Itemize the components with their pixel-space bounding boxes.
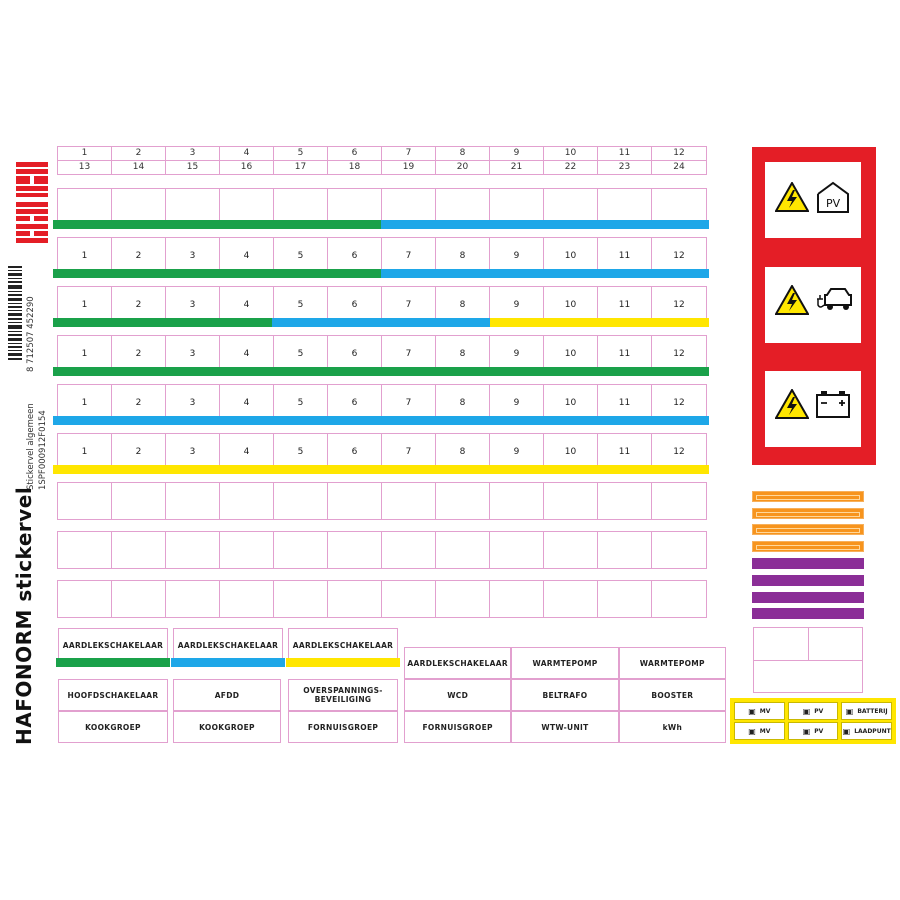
label-afdd: AFDD — [173, 679, 281, 711]
label-cell: 3 — [166, 434, 220, 470]
strip-number: 23 — [598, 161, 652, 174]
mini-sticker — [841, 722, 892, 740]
label-cell: 4 — [220, 434, 274, 470]
mini-sticker-text: PV — [814, 707, 824, 715]
mini-sticker — [734, 702, 785, 720]
label-cell — [166, 483, 220, 519]
battery-icon: ▣ — [845, 706, 854, 716]
label-grid — [404, 647, 726, 743]
label-cell — [490, 581, 544, 617]
color-bar — [53, 465, 709, 474]
color-bar — [53, 318, 709, 327]
purple-stripe — [752, 608, 864, 619]
label-cell: 7 — [382, 287, 436, 323]
strip-number: 7 — [382, 147, 436, 160]
blue-bar-segment — [381, 220, 709, 229]
label-cell: 1 — [58, 385, 112, 421]
word-label: BOOSTER — [619, 679, 726, 711]
label-cell: 6 — [328, 336, 382, 372]
label-cell — [382, 532, 436, 568]
label-cell — [598, 581, 652, 617]
purple-stripe — [752, 558, 864, 569]
abb-logo — [14, 160, 50, 246]
orange-stripe — [752, 524, 864, 535]
label-cell: 8 — [436, 336, 490, 372]
label-cell: 3 — [166, 287, 220, 323]
label-row — [57, 580, 707, 618]
label-cell: 4 — [220, 336, 274, 372]
word-label: WTW-UNIT — [511, 711, 618, 743]
strip-number: 15 — [166, 161, 220, 174]
label-cell — [166, 532, 220, 568]
label-aardlekschakelaar: AARDLEKSCHAKELAAR — [288, 628, 398, 662]
label-cell: 5 — [274, 434, 328, 470]
label-cell — [274, 532, 328, 568]
yellow-bar-segment — [490, 318, 709, 327]
label-cell: 8 — [436, 287, 490, 323]
strip-number: 5 — [274, 147, 328, 160]
number-strip-top — [57, 146, 707, 161]
label-cell: 11 — [598, 385, 652, 421]
label-cell — [544, 532, 598, 568]
label-cell — [544, 483, 598, 519]
label-cell: 10 — [544, 336, 598, 372]
car-charging-icon: ▣ — [842, 726, 851, 736]
mini-sticker-text: MV — [759, 707, 771, 715]
label-cell — [436, 532, 490, 568]
pv-house-icon: ▣ — [802, 706, 811, 716]
label-cell: 1 — [58, 434, 112, 470]
green-bar — [56, 658, 170, 667]
label-cell: 5 — [274, 238, 328, 274]
label-kookgroep: KOOKGROEP — [58, 711, 168, 743]
label-cell: 2 — [112, 238, 166, 274]
label-cell — [382, 483, 436, 519]
label-cell: 4 — [220, 385, 274, 421]
label-cell: 5 — [274, 336, 328, 372]
warning-sticker-charging — [765, 267, 861, 343]
label-cell: 4 — [220, 238, 274, 274]
strip-number: 2 — [112, 147, 166, 160]
label-fornuisgroep: FORNUISGROEP — [288, 711, 398, 743]
purple-stripe — [752, 592, 864, 603]
label-cell: 6 — [328, 238, 382, 274]
strip-number: 3 — [166, 147, 220, 160]
label-aardlekschakelaar: AARDLEKSCHAKELAAR — [173, 628, 283, 662]
label-cell — [598, 483, 652, 519]
mini-sticker — [788, 702, 839, 720]
label-cell: 11 — [598, 434, 652, 470]
strip-number: 10 — [544, 147, 598, 160]
mini-sticker-text: BATTERIJ — [857, 707, 888, 715]
sheet-title: HAFONORM stickervel — [12, 486, 36, 745]
green-bar-segment — [53, 269, 381, 278]
label-cell: 8 — [436, 238, 490, 274]
label-cell: 11 — [598, 238, 652, 274]
number-strip-bottom — [57, 160, 707, 175]
label-cell: 4 — [220, 287, 274, 323]
label-cell — [652, 532, 706, 568]
label-cell: 2 — [112, 336, 166, 372]
label-cell: 12 — [673, 398, 685, 408]
label-cell: 2 — [112, 385, 166, 421]
lightning-warning-icon — [775, 285, 809, 315]
label-cell — [112, 581, 166, 617]
blue-bar-segment — [53, 416, 709, 425]
green-bar-segment — [53, 220, 381, 229]
strip-number: 13 — [58, 161, 112, 174]
word-label: WCD — [404, 679, 511, 711]
word-label: kWh — [619, 711, 726, 743]
lightning-warning-icon — [775, 389, 809, 419]
label-cell: 1 — [58, 287, 112, 323]
label-cell — [490, 483, 544, 519]
sheet-article-number: 1SPF000912F0154 — [38, 410, 48, 490]
label-cell — [328, 483, 382, 519]
word-label: WARMTEPOMP — [511, 647, 618, 679]
label-kookgroep: KOOKGROEP — [173, 711, 281, 743]
color-bar — [53, 367, 709, 376]
strip-number: 9 — [490, 147, 544, 160]
orange-stripe — [752, 541, 864, 552]
label-cell: 9 — [490, 434, 544, 470]
blank-label-block — [753, 627, 863, 693]
word-label: FORNUISGROEP — [404, 711, 511, 743]
label-cell: 7 — [382, 336, 436, 372]
label-cell: 6 — [328, 385, 382, 421]
strip-number: 17 — [274, 161, 328, 174]
label-cell — [274, 483, 328, 519]
label-cell: 7 — [382, 434, 436, 470]
label-cell: 7 — [382, 385, 436, 421]
label-hoofdschakelaar: HOOFDSCHAKELAAR — [58, 679, 168, 711]
yellow-bar-segment — [53, 465, 709, 474]
label-cell: 3 — [166, 336, 220, 372]
label-cell — [58, 581, 112, 617]
solar-panel-icon: ▣ — [748, 706, 756, 716]
word-label: WARMTEPOMP — [619, 647, 726, 679]
label-cell — [166, 581, 220, 617]
strip-number: 20 — [436, 161, 490, 174]
label-cell — [436, 581, 490, 617]
battery-icon — [815, 389, 851, 419]
label-cell — [220, 532, 274, 568]
mini-sticker — [734, 722, 785, 740]
strip-number: 18 — [328, 161, 382, 174]
label-cell: 12 — [673, 300, 685, 310]
strip-number: 24 — [673, 162, 685, 172]
label-cell: 12 — [673, 251, 685, 261]
label-cell: 9 — [490, 287, 544, 323]
mini-sticker — [841, 702, 892, 720]
strip-number: 4 — [220, 147, 274, 160]
orange-stripe — [752, 508, 864, 519]
sheet-subtitle: Stickervel algemeen — [26, 403, 36, 490]
lightning-warning-icon — [775, 182, 809, 212]
label-cell: 3 — [166, 238, 220, 274]
mini-sticker — [788, 722, 839, 740]
label-cell: 11 — [598, 287, 652, 323]
green-bar-segment — [53, 318, 272, 327]
label-cell: 5 — [274, 385, 328, 421]
label-cell: 12 — [673, 349, 685, 359]
warning-sticker-battery — [765, 371, 861, 447]
blue-bar-segment — [272, 318, 491, 327]
green-bar-segment — [53, 367, 709, 376]
mini-sticker-row — [734, 722, 892, 740]
label-cell: 6 — [328, 434, 382, 470]
orange-stripe — [752, 491, 864, 502]
label-aardlekschakelaar: AARDLEKSCHAKELAAR — [58, 628, 168, 662]
label-cell: 12 — [673, 447, 685, 457]
label-cell: 10 — [544, 434, 598, 470]
mini-sticker-text: MV — [759, 727, 771, 735]
label-cell: 1 — [58, 336, 112, 372]
label-cell — [220, 483, 274, 519]
label-cell — [328, 581, 382, 617]
label-cell — [58, 483, 112, 519]
label-cell — [544, 581, 598, 617]
label-cell: 9 — [490, 385, 544, 421]
label-cell: 7 — [382, 238, 436, 274]
label-cell: 11 — [598, 336, 652, 372]
label-cell: 3 — [166, 385, 220, 421]
mini-sticker-text: LAADPUNT — [854, 727, 891, 735]
purple-stripe — [752, 575, 864, 586]
label-cell — [112, 483, 166, 519]
strip-number: 8 — [436, 147, 490, 160]
strip-number: 12 — [673, 148, 685, 158]
pv-house-icon — [815, 180, 851, 214]
label-cell: 10 — [544, 385, 598, 421]
label-cell: 5 — [274, 287, 328, 323]
word-label: AARDLEKSCHAKELAAR — [404, 647, 511, 679]
label-cell: 10 — [544, 238, 598, 274]
label-cell: 2 — [112, 287, 166, 323]
strip-number: 16 — [220, 161, 274, 174]
strip-number: 19 — [382, 161, 436, 174]
strip-number: 14 — [112, 161, 166, 174]
label-cell — [58, 532, 112, 568]
label-row — [57, 531, 707, 569]
label-cell: 1 — [58, 238, 112, 274]
label-cell: 8 — [436, 434, 490, 470]
label-cell — [652, 581, 706, 617]
label-cell — [220, 581, 274, 617]
strip-number: 1 — [58, 147, 112, 160]
label-cell — [436, 483, 490, 519]
color-bar — [53, 416, 709, 425]
blue-bar-segment — [381, 269, 709, 278]
mini-sticker-row — [734, 702, 892, 720]
label-cell — [598, 532, 652, 568]
strip-number: 22 — [544, 161, 598, 174]
pv-house-icon: ▣ — [802, 726, 811, 736]
label-cell: 10 — [544, 287, 598, 323]
warning-sticker-pv — [765, 162, 861, 238]
strip-number: 11 — [598, 147, 652, 160]
label-cell: 6 — [328, 287, 382, 323]
label-cell: 9 — [490, 336, 544, 372]
barcode-number: 8 712507 452290 — [26, 296, 36, 372]
label-cell — [382, 581, 436, 617]
word-label: BELTRAFO — [511, 679, 618, 711]
solar-panel-icon: ▣ — [748, 726, 756, 736]
label-cell — [652, 483, 706, 519]
label-cell: 9 — [490, 238, 544, 274]
color-bar — [53, 220, 709, 229]
barcode — [8, 266, 22, 362]
warning-sticker-panel — [752, 147, 876, 465]
color-bar — [53, 269, 709, 278]
label-row — [57, 482, 707, 520]
label-cell: 8 — [436, 385, 490, 421]
label-cell — [112, 532, 166, 568]
pv-text: PV — [826, 197, 841, 210]
label-cell — [490, 532, 544, 568]
car-charging-icon — [815, 285, 853, 315]
yellow-bar — [286, 658, 400, 667]
strip-number: 21 — [490, 161, 544, 174]
strip-number: 6 — [328, 147, 382, 160]
label-cell: 2 — [112, 434, 166, 470]
label-cell — [274, 581, 328, 617]
label-overspanningsbeveiliging: OVERSPANNINGS- BEVEILIGING — [288, 679, 398, 711]
mini-sticker-text: PV — [814, 727, 824, 735]
label-cell — [328, 532, 382, 568]
blue-bar — [171, 658, 285, 667]
mini-sticker-panel — [730, 698, 896, 744]
